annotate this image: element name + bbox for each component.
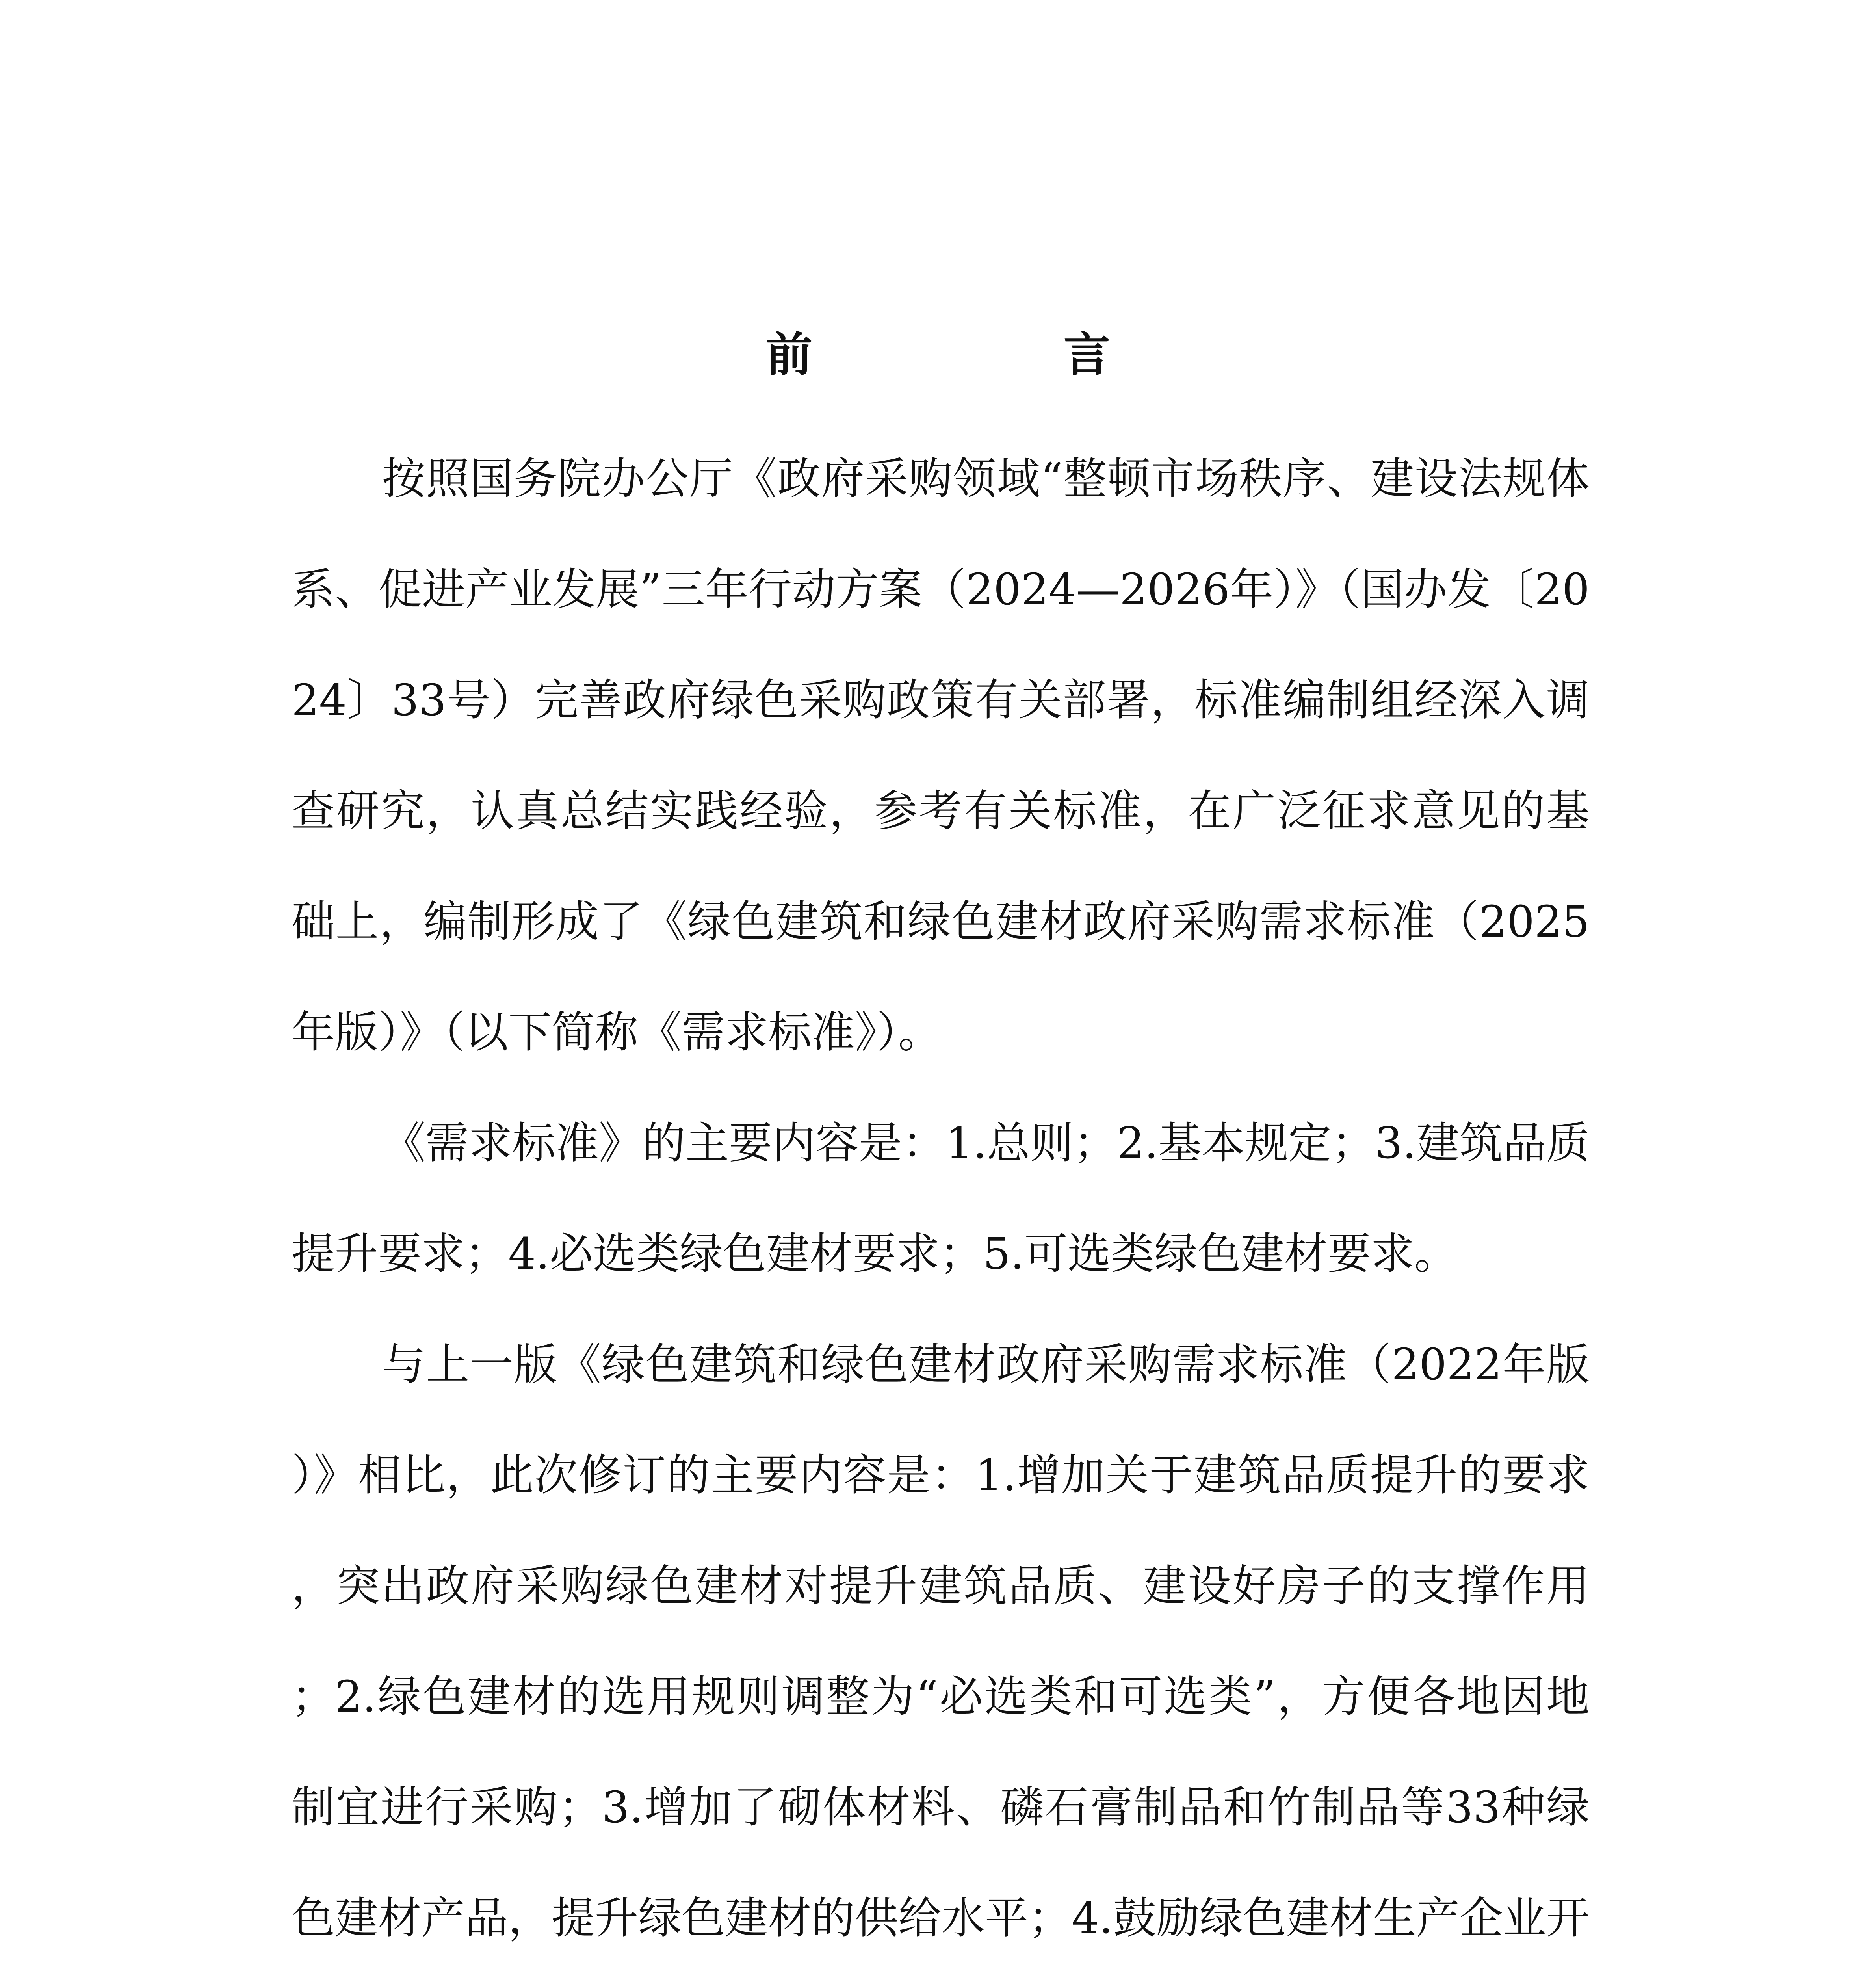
paragraph-background: 按照国务院办公厅《政府采购领域“整顿市场秩序、建设法规体系、促进产业发展”三年行动方案（2024—2026年）》（国办发〔2024〕33号）完善政府绿色采购政策有关部署，标准编制组经深入调查研究，认真总结实践经验，参考有关标准，在广泛征求意见的基础上，编制形成了《绿色建筑和绿色建材政府采购需求标准（2025年版）》（以下简称《需求标准》）。 — [292, 453, 1590, 1057]
preface-body — [292, 424, 1590, 1970]
paragraph-revisions: 与上一版《绿色建筑和绿色建材政府采购需求标准（2022年版）》相比，此次修订的主要内容是：1.增加关于建筑品质提升的要求，突出政府采购绿色建材对提升建筑品质、建设好房子的支撑作用；2.绿色建材的选用规则调整为“必选类和可选类”，方便各地因地制宜进行采购；3.增加了砌体材料、磷石膏制品和竹制品等33种绿色建材产品，提升绿色建材的供给水平；4.鼓励绿色建材生产企业开 — [292, 1339, 1590, 1943]
page-title: 前 言 — [765, 327, 1213, 382]
paragraph-contents: 《需求标准》的主要内容是：1.总则；2.基本规定；3.建筑品质提升要求；4.必选类绿色建材要求；5.可选类绿色建材要求。 — [292, 1118, 1590, 1279]
